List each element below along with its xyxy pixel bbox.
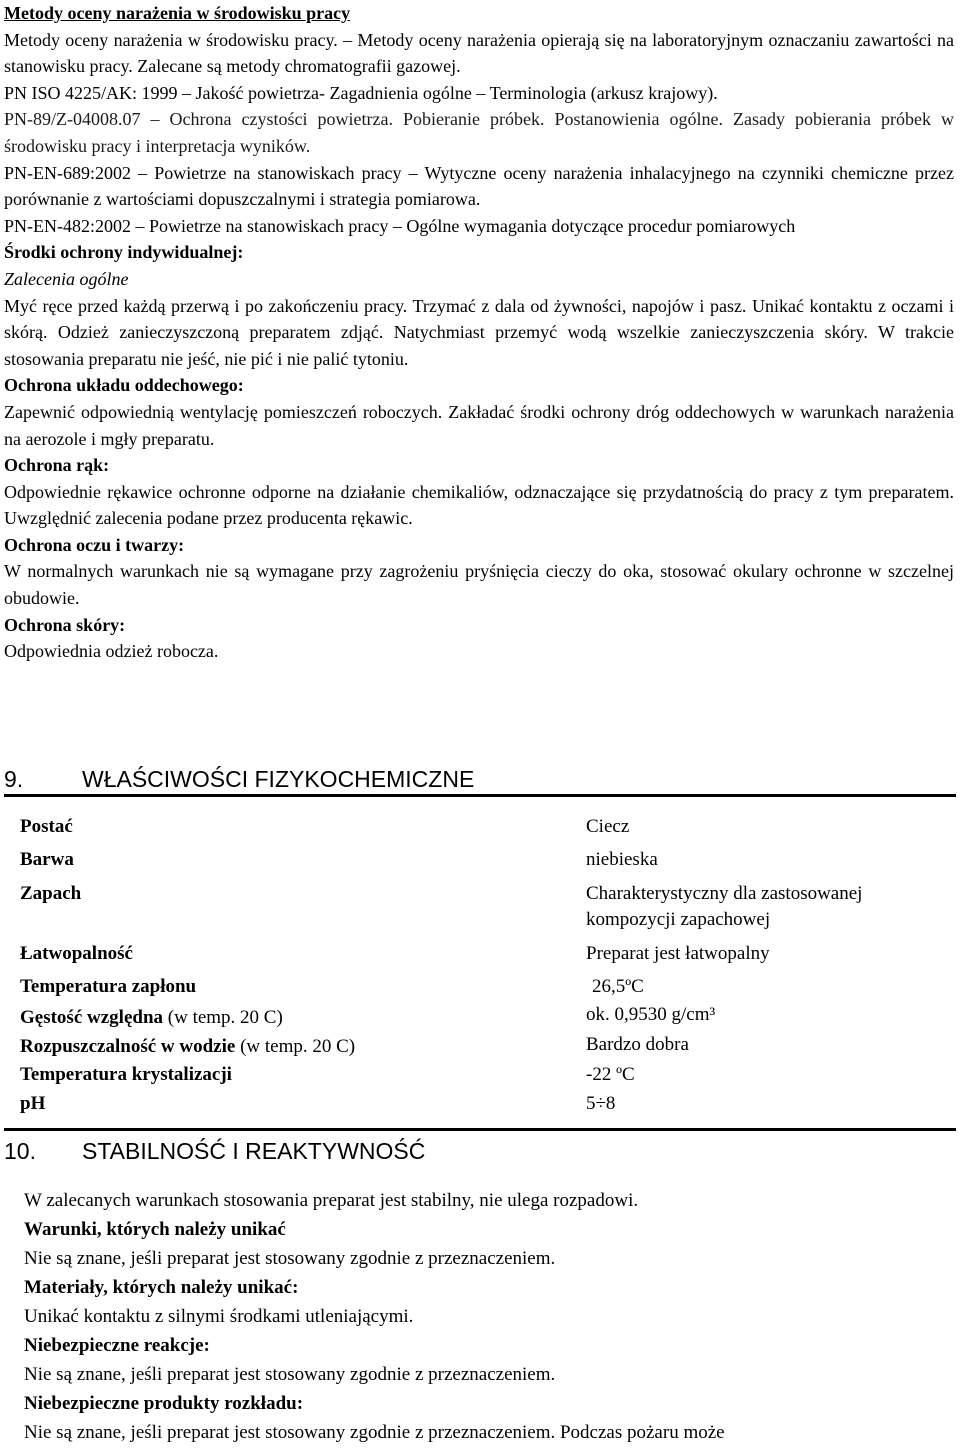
exposure-title: Metody oceny narażenia w środowisku pracy [4, 3, 351, 23]
property-value: 5÷8 [586, 1093, 616, 1114]
standard-pn-en-689: PN-EN-689:2002 – Powietrze na stanowiskach pracy – Wytyczne oceny narażenia inhalacyjnego na czynniki chemiczne przez porównanie z wartościami dopuszczalnymi i strategia pomiarowa. [4, 162, 954, 210]
section-10-title-text: STABILNOŚĆ I REAKTYWNOŚĆ [82, 1138, 426, 1164]
property-value: -22 ºC [586, 1064, 635, 1085]
eye-protection-heading: Ochrona oczu i twarzy: [4, 534, 185, 555]
respiratory-protection-heading: Ochrona układu oddechowego: [4, 375, 244, 396]
decomposition-products-text: Nie są znane, jeśli preparat jest stosowany zgodnie z przeznaczeniem. Podczas pożaru może [24, 1422, 725, 1443]
property-label: Temperatura krystalizacji [20, 1064, 232, 1085]
general-recommendations-heading: Zalecenia ogólne [4, 268, 129, 289]
stability-section [24, 1186, 954, 1447]
section-10-divider [4, 1128, 956, 1131]
section-9-divider [4, 794, 956, 797]
exposure-paragraph: Metody oceny narażenia w środowisku pracy. – Metody oceny narażenia opierają się na laboratoryjnym oznaczaniu zawartości na stanowisku pracy. Zalecane są metody chromatografii gazowej. [4, 29, 954, 77]
property-label: Rozpuszczalność w wodzie (w temp. 20 C) [20, 1036, 356, 1057]
section-9-number: 9. [4, 766, 24, 792]
property-label: Gęstość względna (w temp. 20 C) [20, 1007, 283, 1028]
property-value: ok. 0,9530 g/cm³ [586, 1004, 716, 1025]
property-value: Bardzo dobra [586, 1034, 689, 1055]
skin-protection-heading: Ochrona skóry: [4, 614, 126, 635]
section-9-title [4, 764, 954, 794]
respiratory-protection-text: Zapewnić odpowiednią wentylację pomieszczeń roboczych. Zakładać środki ochrony dróg oddechowych w warunkach narażenia na aerozole i mgły preparatu. [4, 401, 954, 449]
property-label: Temperatura zapłonu [20, 976, 197, 997]
property-value: Charakterystyczny dla zastosowanej kompozycji zapachowej [586, 883, 863, 930]
materials-to-avoid-text: Unikać kontaktu z silnymi środkami utleniającymi. [24, 1306, 414, 1327]
property-value: niebieska [586, 849, 658, 870]
property-label: Barwa [20, 849, 74, 870]
conditions-to-avoid-text: Nie są znane, jeśli preparat jest stosowany zgodnie z przeznaczeniem. [24, 1248, 556, 1269]
property-value: Preparat jest łatwopalny [586, 943, 770, 964]
decomposition-products-heading: Niebezpieczne produkty rozkładu: [24, 1393, 304, 1414]
section-9-title-text: WŁAŚCIWOŚCI FIZYKOCHEMICZNE [82, 766, 475, 792]
hand-protection-text: Odpowiednie rękawice ochronne odporne na działanie chemikaliów, odznaczające się przydatnością do pracy z tym preparatem. Uwzględnić zalecenia podane przez producenta rękawic. [4, 481, 954, 529]
property-value: 26,5ºC [592, 976, 644, 997]
hazardous-reactions-heading: Niebezpieczne reakcje: [24, 1335, 210, 1356]
section-10-title [4, 1136, 954, 1166]
protection-heading: Środki ochrony indywidualnej: [4, 242, 244, 263]
general-recommendations-text: Myć ręce przed każdą przerwą i po zakończeniu pracy. Trzymać z dala od żywności, napojów i pasz. Unikać kontaktu z oczami i skórą. Odzież zanieczyszczoną preparatem zdjąć. Natychmiast przemyć wodą wszelkie zanieczyszczenia skóry. W trakcie stosowania preparatu nie jeść, nie pić i nie palić tytoniu. [4, 295, 954, 369]
section-10-number: 10. [4, 1138, 36, 1164]
conditions-to-avoid-heading: Warunki, których należy unikać [24, 1219, 286, 1240]
property-label: Łatwopalność [20, 943, 133, 964]
property-value: Ciecz [586, 816, 630, 837]
stability-text: W zalecanych warunkach stosowania preparat jest stabilny, nie ulega rozpadowi. [24, 1190, 639, 1211]
property-label: Zapach [20, 883, 82, 904]
skin-protection-text: Odpowiednia odzież robocza. [4, 641, 219, 662]
hand-protection-heading: Ochrona rąk: [4, 455, 110, 476]
standard-iso-4225: PN ISO 4225/AK: 1999 – Jakość powietrza- Zagadnienia ogólne – Terminologia (arkusz krajowy). [4, 82, 718, 103]
eye-protection-text: W normalnych warunkach nie są wymagane przy zagrożeniu pryśnięcia cieczy do oka, stosować okulary ochronne w szczelnej obudowie. [4, 561, 954, 609]
standard-pn-en-482: PN-EN-482:2002 – Powietrze na stanowiskach pracy – Ogólne wymagania dotyczące procedur pomiarowych [4, 215, 796, 236]
property-label: Postać [20, 816, 73, 837]
property-label: pH [20, 1093, 46, 1114]
hazardous-reactions-text: Nie są znane, jeśli preparat jest stosowany zgodnie z przeznaczeniem. [24, 1364, 556, 1385]
standard-pn-89: PN-89/Z-04008.07 – Ochrona czystości powietrza. Pobieranie próbek. Postanowienia ogólne. Zasady pobierania próbek w środowisku pracy i interpretacja wyników. [4, 109, 954, 156]
exposure-section [4, 0, 954, 665]
materials-to-avoid-heading: Materiały, których należy unikać: [24, 1277, 299, 1298]
